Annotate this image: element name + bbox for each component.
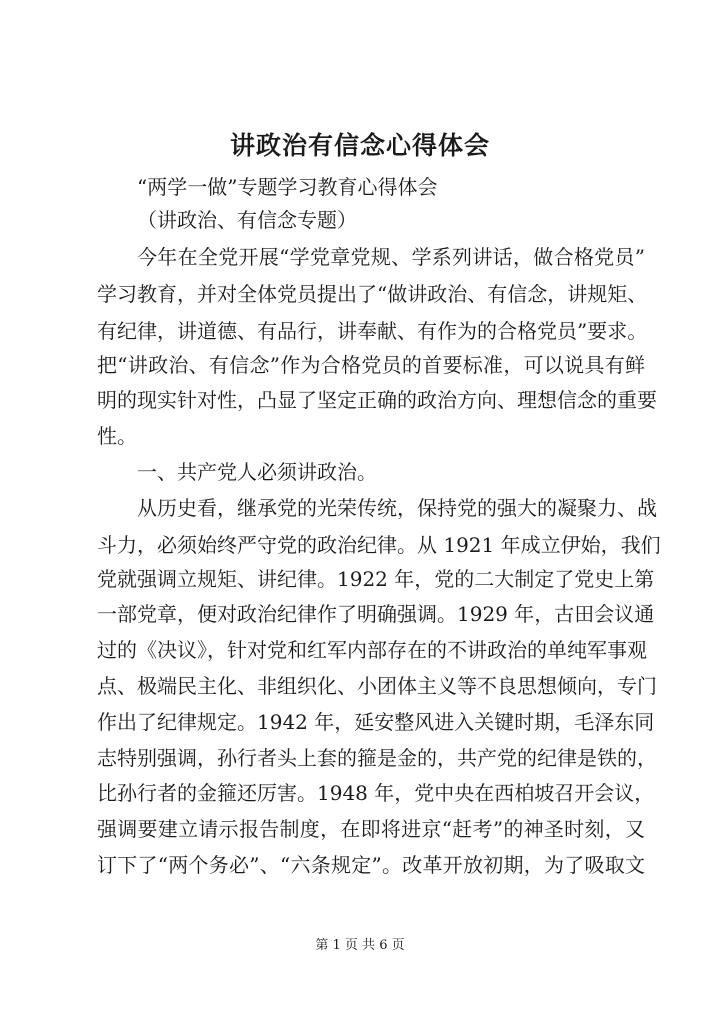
paragraph-line: 有纪律，讲道德、有品行，讲奉献、有作为的合格党员”要求。 <box>97 319 648 343</box>
paragraph-line: 斗力，必须始终严守党的政治纪律。从 1921 年成立伊始，我们 <box>97 533 661 557</box>
paragraph-line: 明的现实针对性，凸显了坚定正确的政治方向、理想信念的重要 <box>97 388 657 412</box>
paragraph-line: 一部党章，便对政治纪律作了明确强调。1929 年，古田会议通 <box>97 602 655 626</box>
topic-note: （讲政治、有信念专题） <box>137 208 357 232</box>
paragraph-line: 性。 <box>97 424 137 448</box>
section-heading: 一、共产党人必须讲政治。 <box>137 460 377 484</box>
page-title: 讲政治有信念心得体会 <box>229 131 490 160</box>
paragraph-line: 学习教育，并对全体党员提出了“做讲政治、有信念，讲规矩、 <box>97 282 648 306</box>
paragraph-line: 订下了“两个务必”、“六条规定”。改革开放初期，为了吸取文 <box>97 853 645 877</box>
paragraph-line: 比孙行者的金箍还厉害。1948 年，党中央在西柏坡召开会议， <box>97 781 655 805</box>
paragraph-line: 作出了纪律规定。1942 年，延安整风进入关键时期，毛泽东同 <box>97 710 655 734</box>
paragraph-line: 党就强调立规矩、讲纪律。1922 年，党的二大制定了党史上第 <box>97 567 655 591</box>
page-number: 第 1 页 共 6 页 <box>315 938 405 953</box>
subtitle: “两学一做”专题学习教育心得体会 <box>137 175 438 199</box>
paragraph-line: 过的《决议》，针对党和红军内部存在的不讲政治的单纯军事观 <box>97 638 647 662</box>
paragraph-line: 点、极端民主化、非组织化、小团体主义等不良思想倾向，专门 <box>97 674 657 698</box>
paragraph-line: 把“讲政治、有信念”作为合格党员的首要标准，可以说具有鲜 <box>97 353 645 377</box>
paragraph-line: 今年在全党开展“学党章党规、学系列讲话，做合格党员” <box>137 245 645 269</box>
paragraph-line: 强调要建立请示报告制度，在即将进京“赶考”的神圣时刻，又 <box>97 817 645 841</box>
paragraph-line: 从历史看，继承党的光荣传统，保持党的强大的凝聚力、战 <box>137 496 657 520</box>
paragraph-line: 志特别强调，孙行者头上套的箍是金的，共产党的纪律是铁的， <box>97 746 657 770</box>
